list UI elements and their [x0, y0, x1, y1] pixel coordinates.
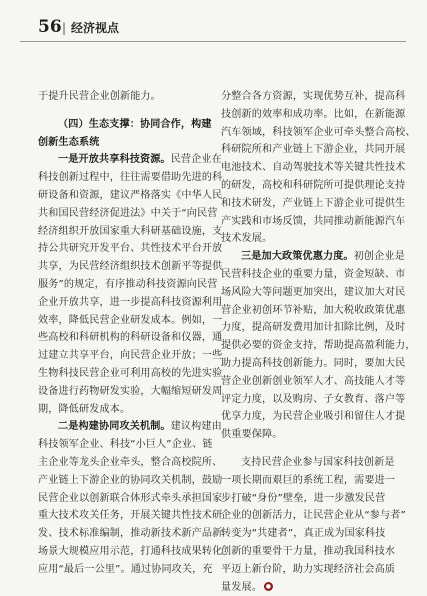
paragraph-lead: 三是加大政策优惠力度。 [241, 251, 354, 263]
header-rule [20, 41, 406, 42]
paragraph-line: 应用“最后一公里”。通过协同攻关，充 [38, 563, 213, 575]
paragraph-line: 平迈上新台阶，助力实现经济社会高质 [221, 563, 396, 575]
header-separator: | [62, 21, 67, 35]
paragraph-line: 企业开放共享，进一步提高科技资源利用 [38, 296, 223, 308]
paragraph-line: 些高校和科研机构的科研设备和仪器，通 [38, 332, 223, 344]
paragraph-line: 效率，降低民营企业研发成本。例如，一 [38, 314, 223, 326]
paragraph-text: 初创企业是 [353, 251, 405, 263]
paragraph-line: 技创新的效率和成功率。比如，在新能源 [221, 108, 406, 120]
paragraph-line: 生物科技民营企业可利用高校的先进实验 [38, 367, 223, 379]
page-header [0, 0, 427, 38]
paragraph-line: 期，降低研发成本。 [38, 403, 131, 415]
paragraph-line: 力度，提高研发费用加计扣除比例，及时 [221, 322, 406, 334]
paragraph-lead: 一是开放共享科技资源。 [58, 154, 171, 166]
section-title: 经济视点 [71, 21, 120, 35]
paragraph-text: 量发展。 [221, 581, 262, 593]
paragraph-line: 分整合各方资源，实现优势互补，提高科 [221, 91, 406, 102]
paragraph-line: 评定力度，以及购房、子女教育、落户等 [221, 393, 406, 405]
paragraph-line: 主企业等龙头企业牵头，整合高校院所、 [38, 456, 223, 468]
paragraph-line: 于提升民营企业创新能力。 [38, 91, 161, 102]
paragraph-line: 产实践和市场反馈，共同推动新能源汽车 [221, 215, 406, 227]
paragraph-line: 营企业初创环节补贴，加大税收政策优惠 [221, 304, 406, 316]
paragraph-line: 的研发，高校和科研院所可提供理论支持 [221, 179, 406, 191]
subsection-heading: 创新生态系统 [38, 136, 100, 148]
paragraph-line: 共享，为民营经济组织技术创新平等提供 [38, 261, 223, 273]
paragraph-line: 优享力度，为民营企业吸引和留住人才提 [221, 411, 406, 423]
paragraph-line: 一项长期而艰巨的系统工程，需要进一 [221, 474, 396, 486]
paragraph-line: 产业链上下游企业的协同攻关机制，鼓励 [38, 474, 223, 486]
paragraph-text: 建议构建由 [170, 421, 222, 433]
paragraph-line: 创新的重要骨干力量，推动我国科技水 [221, 545, 396, 557]
paragraph-line [38, 418, 222, 436]
end-of-article-mark-icon: ● [265, 583, 272, 591]
paragraph-line: 过建立共享平台，向民营企业开放；一些 [38, 350, 223, 362]
paragraph-line: 发、技术标准编制，推动新技术新产品新 [38, 528, 223, 540]
paragraph-line: 助力提高科技创新能力。同时，要加大民 [221, 357, 406, 369]
paragraph-line: 重大技术攻关任务，开展关键共性技术研 [38, 510, 223, 522]
paragraph-line: 共和国民营经济促进法》中关于“向民营 [38, 207, 218, 219]
paragraph-gap [221, 444, 397, 454]
paragraph-line: 设备进行药物研发实验，大幅缩短研发周 [38, 385, 223, 397]
paragraph-line: 步打破“身份”壁垒，进一步激发民营 [221, 492, 386, 504]
paragraph-line [221, 579, 397, 596]
paragraph-lead: 二是构建协同攻关机制。 [58, 421, 171, 433]
paragraph-text: 民营企业在 [170, 154, 222, 166]
paragraph-line: 汽车领域，科技领军企业可牵头整合高校、 [221, 126, 416, 138]
paragraph-line: 技术发展。 [221, 233, 273, 245]
paragraph-line: 科技创新过程中，往往需要借助先进的科 [38, 172, 223, 184]
paragraph-line: 支持民营企业参与国家科技创新是 [241, 456, 395, 468]
paragraph-line: 企业的创新活力，让民营企业从“参与者” [221, 510, 406, 522]
paragraph-line: 持公共研究开发平台、共性技术平台开放 [38, 243, 223, 255]
paragraph-line: 营企业创新创业领军人才、高技能人才等 [221, 375, 406, 387]
paragraph-gap [38, 106, 214, 116]
paragraph-line: 服务”的规定，有序推动科技资源向民营 [38, 278, 218, 290]
paragraph-line: 供重要保障。 [221, 429, 283, 441]
paragraph-line: 民营企业以创新联合体形式牵头承担国家 [38, 492, 223, 504]
paragraph-line: 科技领军企业、科技“小巨人”企业、链 [38, 439, 213, 451]
paragraph-line: 经济组织开放国家重大科研基础设施，支 [38, 225, 223, 237]
right-column [221, 88, 416, 596]
paragraph-line: 电池技术、自动驾驶技术等关键共性技术 [221, 162, 406, 174]
paragraph-line: 研设备和资源，建议严格落实《中华人民 [38, 189, 223, 201]
paragraph-line: 和技术研发，产业链上下游企业可提供生 [221, 197, 406, 209]
paragraph-line [221, 248, 405, 266]
paragraph-line: 转变为“共建者”，真正成为国家科技 [221, 528, 386, 540]
left-column [38, 88, 223, 579]
paragraph-line: 提供必要的资金支持，帮助提高盈利能力， [221, 340, 416, 352]
page-number: 56 [38, 17, 62, 37]
paragraph-line: 民营科技企业的重要力量，资金短缺、市 [221, 268, 406, 280]
paragraph-line: 场景大规模应用示范，打通科技成果转化 [38, 545, 223, 557]
paragraph-line [38, 151, 222, 169]
paragraph-line: 场风险大等问题更加突出，建议加大对民 [221, 286, 406, 298]
paragraph-line: 科研院所和产业链上下游企业，共同开展 [221, 144, 406, 156]
subsection-heading: （四）生态支撑：协同合作，构建 [58, 118, 212, 130]
